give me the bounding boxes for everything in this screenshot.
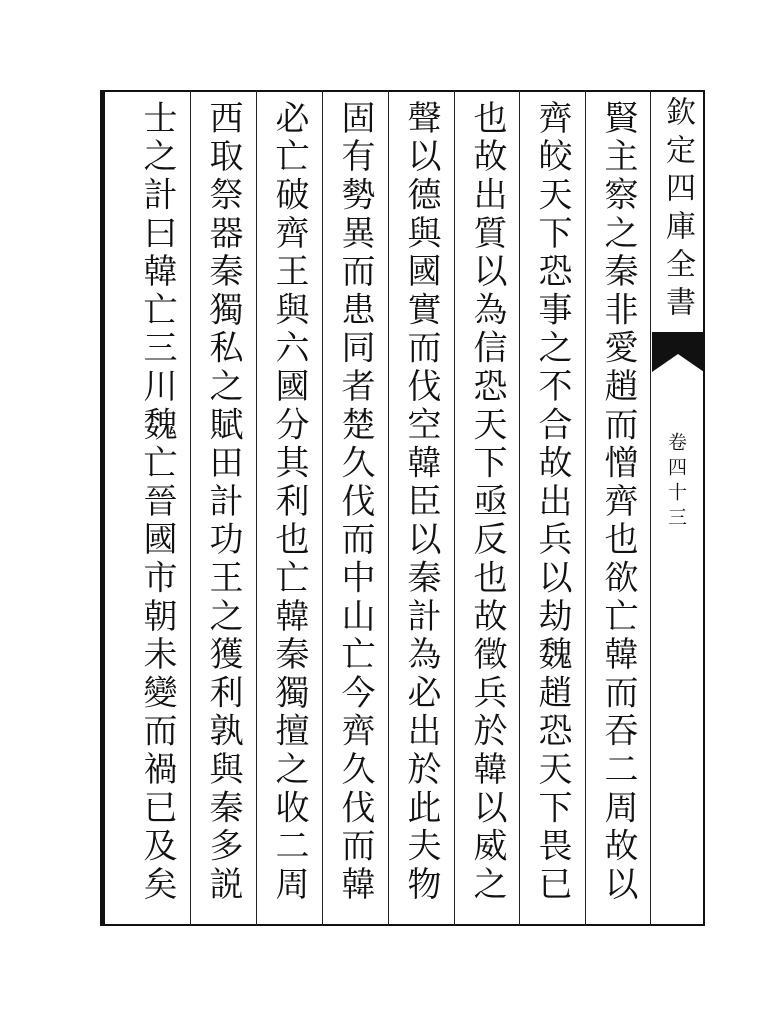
text-column: 西取祭器秦獨私之賦田計功王之獲利孰與秦多説: [203, 100, 243, 905]
fish-tail-mark: [652, 332, 704, 372]
text-column: 齊皎天下恐事之不合故出兵以劫魏趙恐天下畏已: [532, 100, 572, 905]
text-column: 士之計曰韓亡三川魏亡晉國市朝未變而禍已及矣: [137, 100, 177, 905]
text-column: 必亡破齊王與六國分其利也亡韓秦獨擅之收二周: [269, 100, 309, 905]
text-column: 固有勢異而患同者楚久伐而中山亡今齊久伐而韓: [335, 100, 375, 905]
text-column: 也故出質以為信恐天下亟反也故徵兵於韓以威之: [467, 100, 507, 905]
text-column: 賢主察之秦非愛趙而憎齊也欲亡韓而吞二周故以: [598, 100, 638, 905]
book-title: 欽定四庫全書: [660, 96, 695, 324]
volume-number: 卷四十三: [665, 432, 687, 532]
text-column: 聲以德與國實而伐空韓臣以秦計為必出於此夫物: [401, 100, 441, 905]
